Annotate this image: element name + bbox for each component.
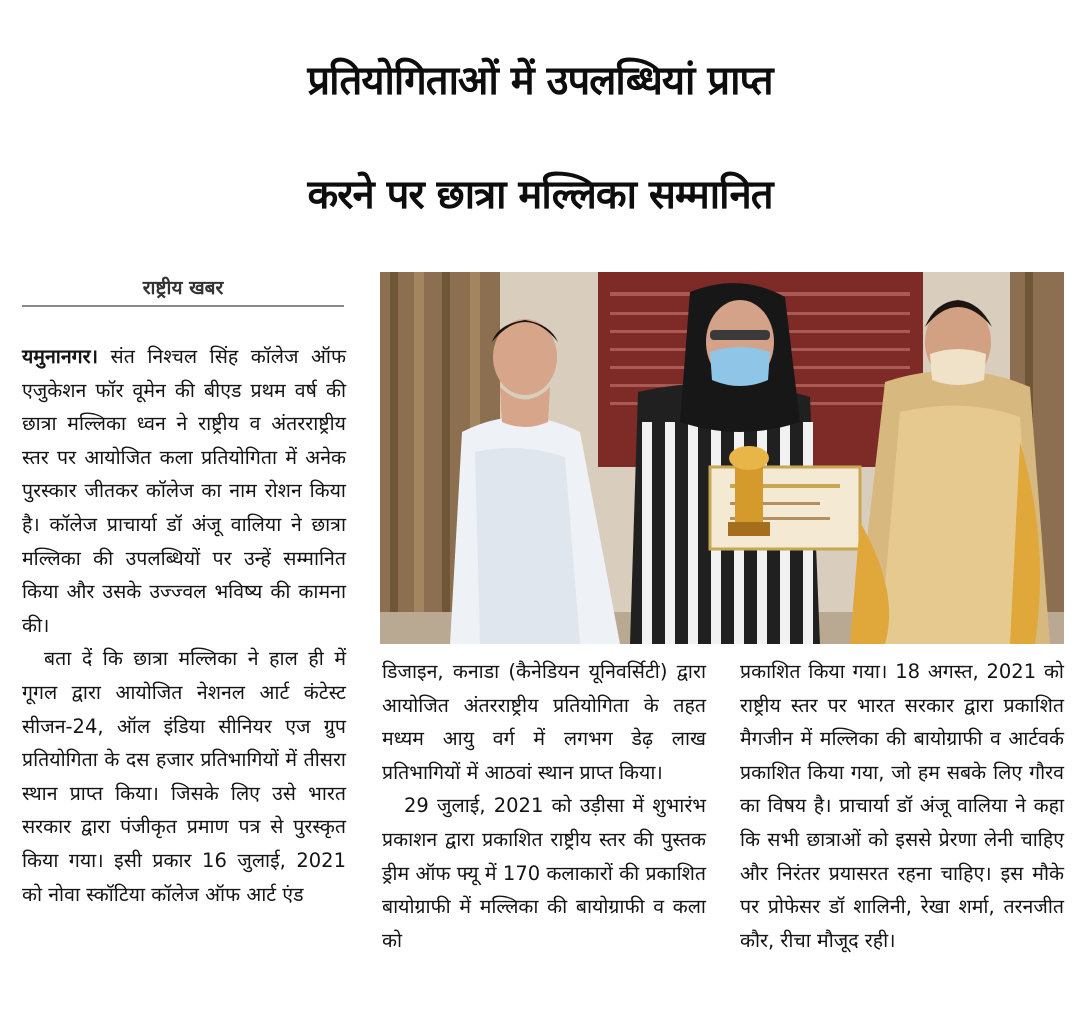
article-paragraph: बता दें कि छात्रा मल्लिका ने हाल ही में गूगल द्वारा आयोजित नेशनल आर्ट कंटेस्ट सीजन-24, ऑल इंडिया सीनियर एज ग्रुप प्रतियोगिता के दस हजार प्रतिभागियों में तीसरा स्थान प्राप्त किया। जिसके लिए उसे भारत सरकार द्वारा पंजीकृत प्रमाण पत्र से पुरस्कृत किया गया। इसी प्रकार 16 जुलाई, 2021 को नोवा स्कॉटिया कॉलेज ऑफ आर्ट एंड xyxy=(22,647,346,906)
article-column-1 xyxy=(22,340,346,911)
headline-line-2: करने पर छात्रा मल्लिका सम्मानित xyxy=(307,172,773,218)
headline-line-1: प्रतियोगिताओं में उपलब्धियां प्राप्त xyxy=(307,58,773,104)
paragraph-text: संत निश्चल सिंह कॉलेज ऑफ एजुकेशन फॉर वूमेन की बीएड प्रथम वर्ष की छात्रा मल्लिका ध्वन ने राष्ट्रीय व अंतरराष्ट्रीय स्तर पर आयोजित कला प्रतियोगिता में अनेक पुरस्कार जीतकर कॉलेज का नाम रोशन किया है। कॉलेज प्राचार्या डॉ अंजू वालिया ने छात्रा मल्लिका की उपलब्धियों पर उन्हें सम्मानित किया और उसके उज्ज्वल भविष्य की कामना की। xyxy=(22,345,346,637)
article-paragraph: 29 जुलाई, 2021 को उड़ीसा में शुभारंभ प्रकाशन द्वारा प्रकाशित राष्ट्रीय स्तर की पुस्तक ड्रीम ऑफ फ्यू में 170 कलाकारों की प्रकाशित बायोग्राफी में मल्लिका की बायोग्राफी व कला को xyxy=(382,794,706,952)
article-column-2 xyxy=(382,655,706,957)
article-column-3 xyxy=(740,655,1064,957)
dateline: यमुनानगर। xyxy=(22,345,99,368)
section-divider xyxy=(22,305,344,307)
article-paragraph: प्रकाशित किया गया। 18 अगस्त, 2021 को राष्ट्रीय स्तर पर भारत सरकार द्वारा प्रकाशित मैगजीन में मल्लिका की बायोग्राफी व आर्टवर्क प्रकाशित किया गया, जो हम सबके लिए गौरव का विषय है। प्राचार्या डॉ अंजू वालिया ने कहा कि सभी छात्राओं को इससे प्रेरणा लेनी चाहिए और निरंतर प्रयासरत रहना चाहिए। इस मौके पर प्रोफेसर डॉ शालिनी, रेखा शर्मा, तरनजीत कौर, रीचा मौजूद रही। xyxy=(740,660,1064,952)
article-paragraph: डिजाइन, कनाडा (कैनेडियन यूनिवर्सिटी) द्वारा आयोजित अंतरराष्ट्रीय प्रतियोगिता के तहत मध्यम आयु वर्ग में लगभग डेढ़ लाख प्रतिभागियों में आठवां स्थान प्राप्त किया। xyxy=(382,660,706,784)
section-label: राष्ट्रीय खबर xyxy=(142,277,224,299)
news-photo xyxy=(380,272,1064,644)
article-paragraph xyxy=(22,340,346,642)
